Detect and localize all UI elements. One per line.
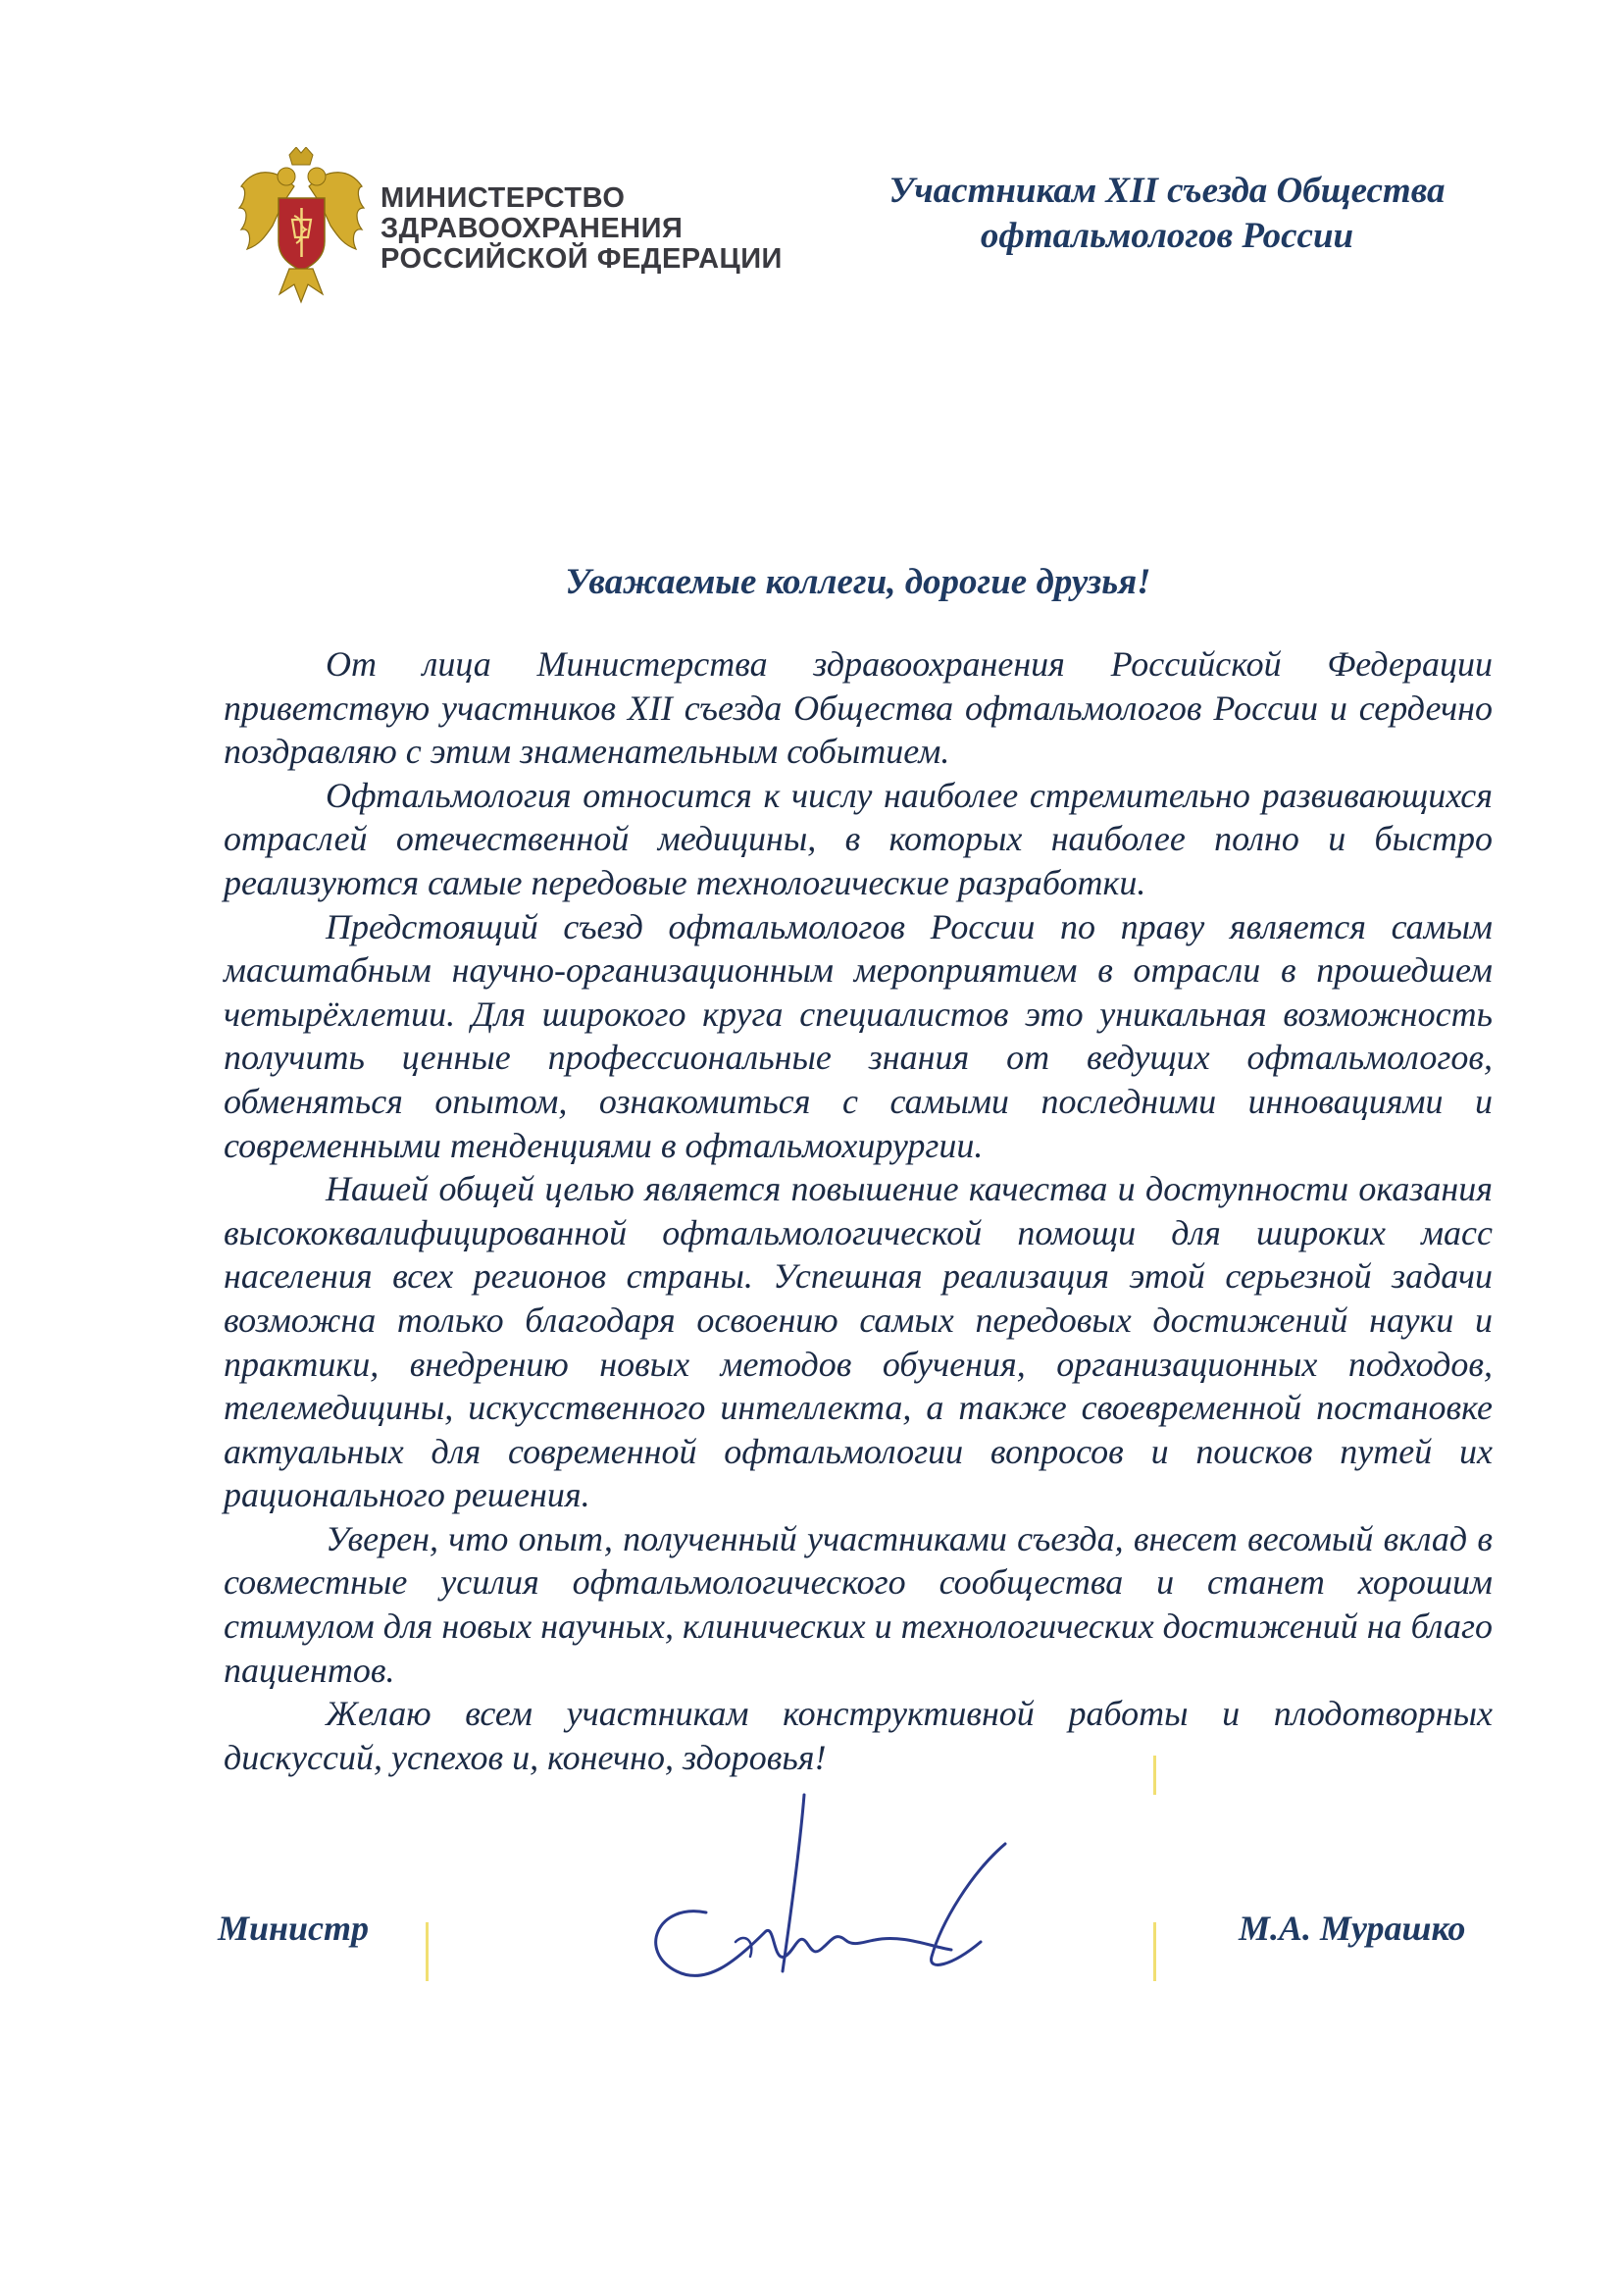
ministry-line-1: МИНИСТЕРСТВО bbox=[381, 182, 626, 214]
double-headed-eagle-emblem-icon bbox=[235, 147, 368, 309]
addressee-line-2: офтальмологов России bbox=[980, 216, 1354, 256]
handwritten-signature-icon bbox=[618, 1785, 1030, 2001]
addressee bbox=[824, 169, 1510, 259]
scan-mark bbox=[1153, 1922, 1156, 1981]
ministry-line-2: ЗДРАВООХРАНЕНИЯ bbox=[381, 213, 684, 244]
addressee-line-1: Участникам XII съезда Общества bbox=[888, 171, 1446, 211]
ministry-line-3: РОССИЙСКОЙ ФЕДЕРАЦИИ bbox=[381, 243, 783, 275]
paragraph: Желаю всем участникам конструктивной работы и плодотворных дискуссий, успехов и, конечно, здоровья! bbox=[224, 1694, 1493, 1777]
salutation: Уважаемые коллеги, дорогие друзья! bbox=[565, 562, 1151, 602]
ministry-name bbox=[381, 183, 783, 275]
paragraph: От лица Министерства здравоохранения Российской Федерации приветствую участников XII съезда Общества офтальмологов России и сердечно поздравляю с этим знаменательным событием. bbox=[224, 644, 1493, 772]
paragraph: Предстоящий съезд офтальмологов России по праву является самым масштабным научно-организационным мероприятием в отрасли в прошедшем четырёхлетии. Для широкого круга специалистов это уникальная возможность получить ценные профессиональные знания от ведущих офтальмологов, обменяться опытом, ознакомиться с самыми последними инновациями и современными тенденциями в офтальмохирургии. bbox=[224, 906, 1493, 1165]
scan-mark bbox=[1153, 1756, 1156, 1795]
signatory-name: М.А. Мурашко bbox=[1239, 1909, 1466, 1948]
paragraph: Нашей общей целью является повышение качества и доступности оказания высококвалифицированной офтальмологической помощи для широких масс населения всех регионов страны. Успешная реализация этой серьезной задачи возможна только благодаря освоению самых передовых достижений науки и практики, внедрению новых методов обучения, организационных подходов, телемедицины, искусственного интеллекта, а также своевременной постановке актуальных для современной офтальмологии вопросов и поисков путей их рационального решения. bbox=[224, 1169, 1493, 1515]
letter-body bbox=[224, 642, 1493, 1779]
signatory-title: Министр bbox=[218, 1909, 370, 1948]
scan-mark bbox=[426, 1922, 429, 1981]
paragraph: Офтальмология относится к числу наиболее стремительно развивающихся отраслей отечественной медицины, в которых наиболее полно и быстро реализуются самые передовые технологические разработки. bbox=[224, 775, 1493, 902]
paragraph: Уверен, что опыт, полученный участниками съезда, внесет весомый вклад в совместные усилия офтальмологического сообщества и станет хорошим стимулом для новых научных, клинических и технологических достижений на благо пациентов. bbox=[224, 1518, 1493, 1690]
